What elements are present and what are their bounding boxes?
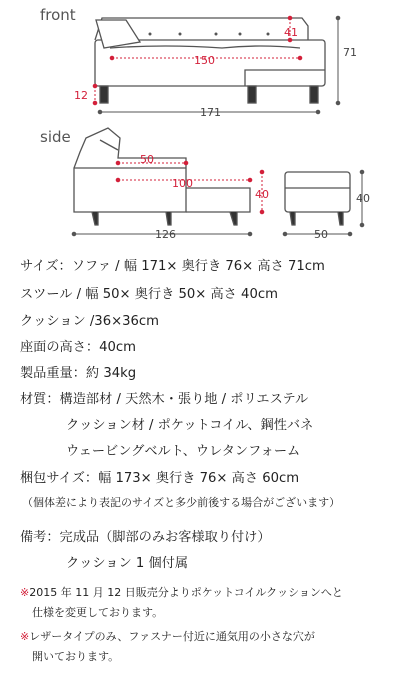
side-view-sofa <box>74 128 350 225</box>
cushion-shape <box>96 20 140 48</box>
note-1-line-2: 仕様を変更しております。 <box>32 606 164 619</box>
spec-remarks-1: 備考：完成品（脚部のみお客様取り付け） <box>20 530 271 545</box>
note-asterisk: ※ <box>20 630 30 643</box>
spec-cushion: クッション /36×36cm <box>20 314 160 329</box>
dim-front-back-height: 41 <box>284 26 298 39</box>
dim-side-ottoman-height: 40 <box>255 188 269 201</box>
note-2-text: レザータイプのみ、ファスナー付近に通気用の小さな穴が <box>29 630 315 643</box>
spec-material-2: クッション材 / ポケットコイル、鋼性バネ <box>66 418 314 433</box>
spec-weight: 製品重量：約 34kg <box>20 366 137 381</box>
spec-remarks-2: クッション 1 個付属 <box>66 556 189 571</box>
spec-package-note: （個体差により表記のサイズと多少前後する場合がございます） <box>22 496 341 509</box>
note-1-text: 2015 年 11 月 12 日販売分よりポケットコイルクッションへと <box>29 586 343 599</box>
dim-front-total-height: 71 <box>343 46 357 59</box>
dim-side-seat-depth: 50 <box>140 153 154 166</box>
dim-side-total-depth: 126 <box>155 228 176 241</box>
note-2-line-1 <box>20 628 315 644</box>
dim-front-leg: 12 <box>74 89 88 102</box>
note-1-line-1 <box>20 584 343 600</box>
spec-package: 梱包サイズ：幅 173× 奥行き 76× 高さ 60cm <box>20 471 300 486</box>
spec-material-1: 材質：構造部材 / 天然木・張り地 / ポリエステル <box>20 392 309 407</box>
front-overall-dims <box>98 16 340 114</box>
note-asterisk: ※ <box>20 586 30 599</box>
spec-material-3: ウェービングベルト、ウレタンフォーム <box>66 444 301 459</box>
dim-stool-height: 40 <box>356 192 370 205</box>
dim-front-seat-width: 150 <box>194 54 215 67</box>
note-2-line-2: 開いております。 <box>32 650 120 663</box>
spec-stool: スツール / 幅 50× 奥行き 50× 高さ 40cm <box>20 287 278 302</box>
side-view-label: side <box>40 128 71 146</box>
front-view-label: front <box>40 6 76 24</box>
dim-side-total-depth-seat: 100 <box>172 177 193 190</box>
dim-stool-width: 50 <box>314 228 328 241</box>
spec-seat-height: 座面の高さ：40cm <box>20 340 137 355</box>
dim-front-total-width: 171 <box>200 106 221 119</box>
dimension-drawings <box>0 0 420 250</box>
spec-size: サイズ：ソファ / 幅 171× 奥行き 76× 高さ 71cm <box>20 259 325 274</box>
